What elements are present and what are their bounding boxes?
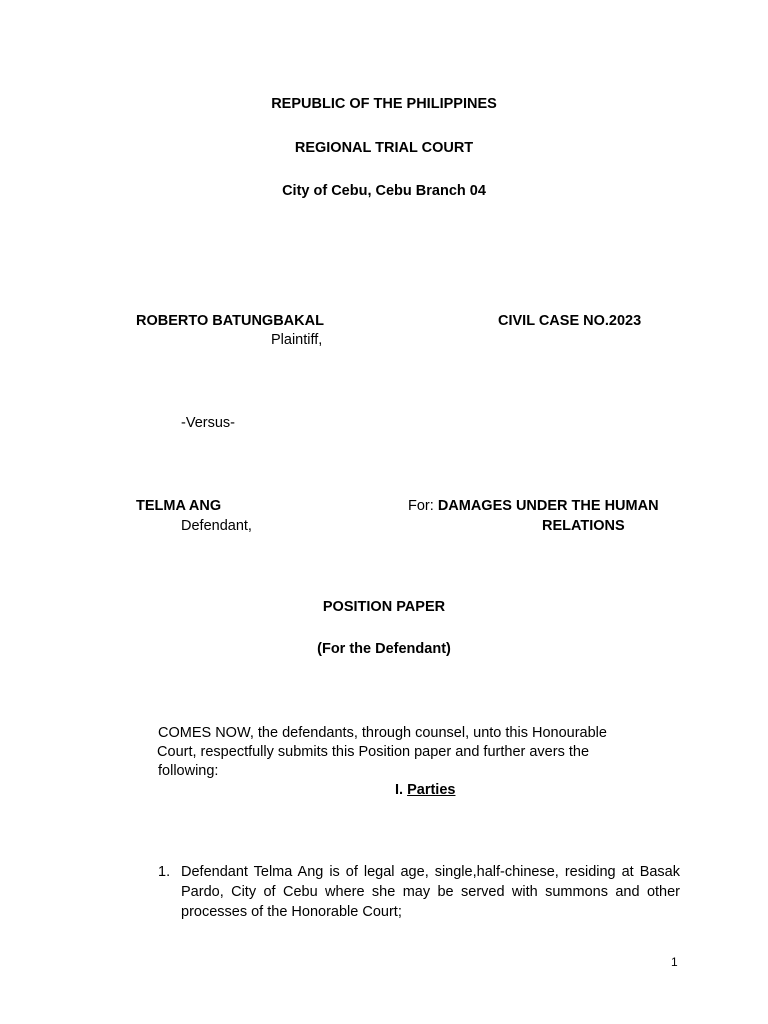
defendant-name: TELMA ANG <box>136 498 222 514</box>
list-item <box>158 862 680 922</box>
page-number: 1 <box>671 955 678 969</box>
list-item-text: Defendant Telma Ang is of legal age, single,half-chinese, residing at Basak Pardo, City of Cebu where she may be served with summons and other processes of the Honorable Court; <box>181 864 680 920</box>
section-heading <box>395 781 455 799</box>
list-item-number: 1. <box>158 864 171 880</box>
case-subject-line1: DAMAGES UNDER THE HUMAN <box>437 498 659 514</box>
for-label: For: <box>408 498 434 514</box>
document-subtitle: (For the Defendant) <box>317 641 451 657</box>
case-number: CIVIL CASE NO.2023 <box>498 313 642 329</box>
header-court: REGIONAL TRIAL COURT <box>294 140 474 156</box>
section-title: Parties <box>407 782 456 798</box>
intro-line-1: COMES NOW, the defendants, through counsel, unto this Honourable <box>158 725 607 741</box>
defendant-role: Defendant, <box>181 518 252 534</box>
plaintiff-role: Plaintiff, <box>271 332 323 348</box>
case-subject-line2: RELATIONS <box>542 518 625 534</box>
header-republic: REPUBLIC OF THE PHILIPPINES <box>271 96 497 112</box>
document-title: POSITION PAPER <box>322 599 446 615</box>
section-number: I. <box>395 782 404 798</box>
versus-label: -Versus- <box>181 415 235 431</box>
plaintiff-name: ROBERTO BATUNGBAKAL <box>136 313 324 329</box>
intro-line-2: Court, respectfully submits this Position paper and further avers the <box>153 744 590 760</box>
header-branch: City of Cebu, Cebu Branch 04 <box>282 183 486 199</box>
intro-line-3: following: <box>158 763 219 779</box>
case-subject <box>408 497 659 515</box>
